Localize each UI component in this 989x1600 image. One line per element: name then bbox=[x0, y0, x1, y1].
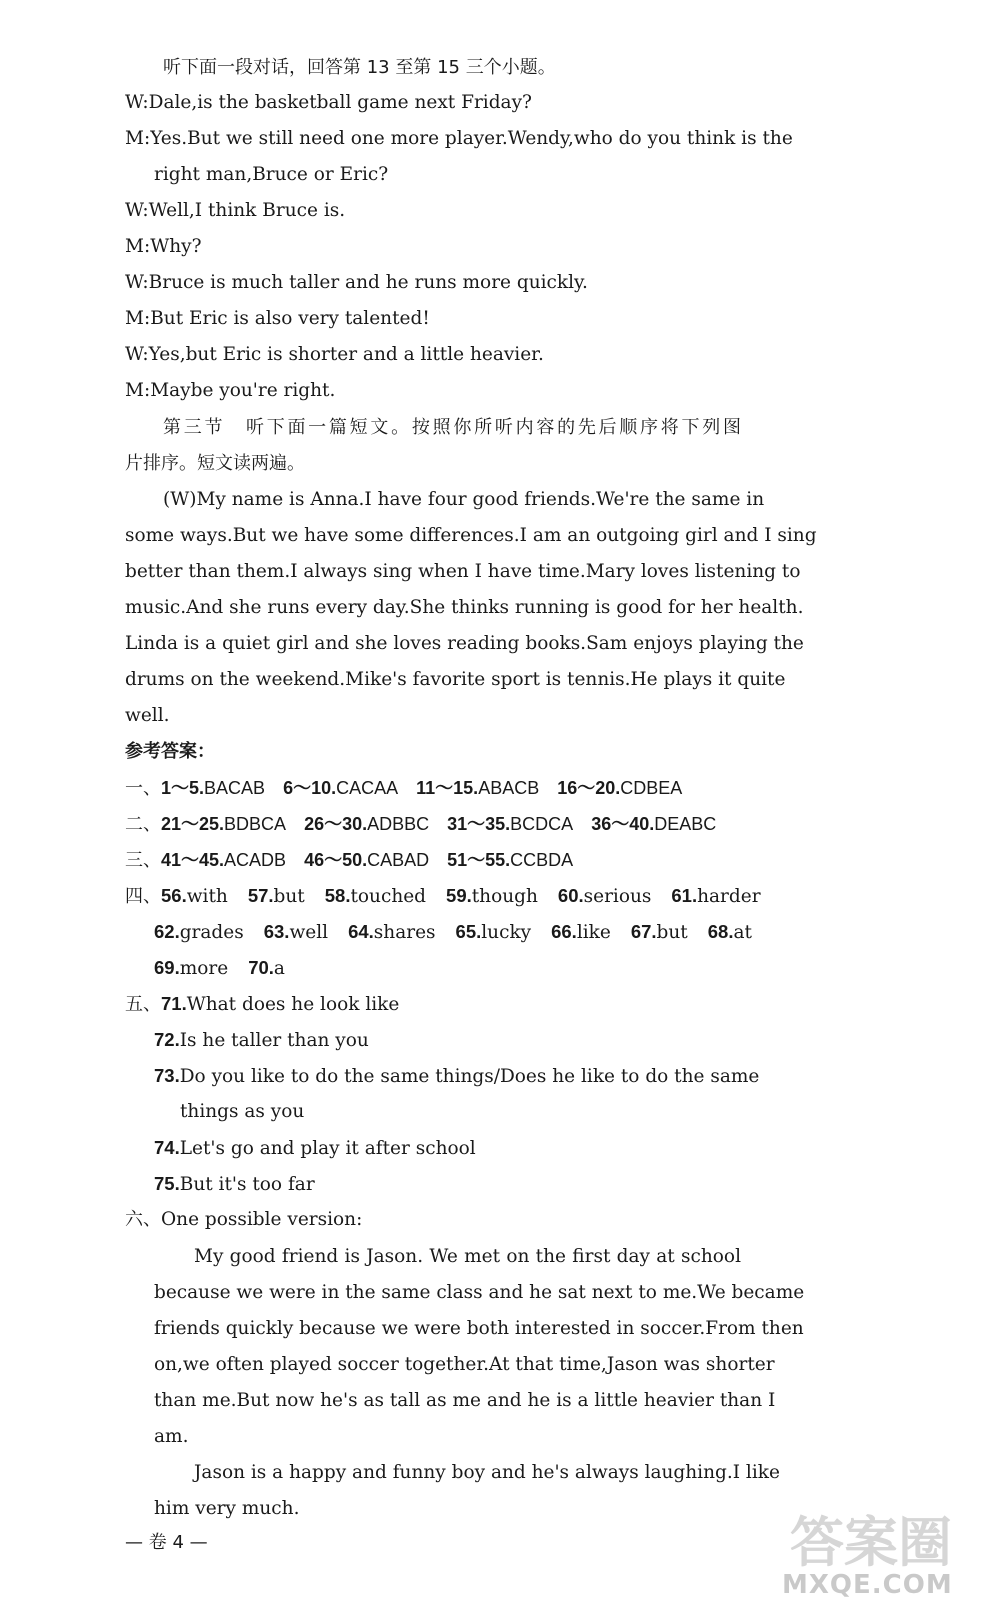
section-intro: 听下面一段对话，回答第 13 至第 15 三个小题。 bbox=[163, 57, 556, 78]
answers-part3: 三、41～45.ACADB 46～50.CABAD 51～55.CCBDA bbox=[125, 850, 574, 871]
answers-part5-item: 五、71.What does he look like bbox=[125, 993, 400, 1015]
answers-part2: 二、21～25.BDBCA 26～30.ADBBC 31～35.BCDCA 36～40.DEABC bbox=[125, 814, 717, 835]
passage-line: music.And she runs every day.She thinks running is good for her health. bbox=[125, 597, 804, 618]
answers-part1: 一、1～5.BACAB 6～10.CACAA 11～15.ABACB 16～20.CDBEA bbox=[125, 778, 683, 799]
answers-part4-row: 69.more 70.a bbox=[154, 957, 285, 979]
answers-part6-intro: 六、One possible version: bbox=[125, 1209, 363, 1230]
essay-line: on,we often played soccer together.At that time,Jason was shorter bbox=[154, 1354, 775, 1375]
dialogue-line: W:Dale,is the basketball game next Friday? bbox=[125, 92, 532, 113]
passage-line: well. bbox=[125, 705, 170, 726]
watermark-logo: 答案圈 bbox=[790, 1511, 952, 1574]
passage-line: (W)My name is Anna.I have four good friends.We're the same in bbox=[163, 489, 765, 510]
essay-line: because we were in the same class and he sat next to me.We became bbox=[154, 1282, 805, 1303]
passage-line: drums on the weekend.Mike's favorite sport is tennis.He plays it quite bbox=[125, 669, 786, 690]
passage-line: some ways.But we have some differences.I am an outgoing girl and I sing bbox=[125, 525, 817, 546]
essay-line: My good friend is Jason. We met on the first day at school bbox=[194, 1246, 741, 1267]
answers-part5-item: 75.But it's too far bbox=[154, 1173, 315, 1195]
answers-part4-row: 四、56.with 57.but 58.touched 59.though 60.serious 61.harder bbox=[125, 885, 761, 907]
answers-part5-item: 72.Is he taller than you bbox=[154, 1029, 369, 1051]
essay-line: Jason is a happy and funny boy and he's always laughing.I like bbox=[194, 1462, 780, 1483]
section3-instruction: 第三节 听下面一篇短文。按照你所听内容的先后顺序将下列图 bbox=[163, 417, 741, 438]
dialogue-line: W:Bruce is much taller and he runs more quickly. bbox=[125, 272, 588, 293]
answers-part5-item: things as you bbox=[180, 1101, 305, 1122]
watermark-site: MXQE.COM bbox=[782, 1570, 953, 1600]
passage-line: better than them.I always sing when I have time.Mary loves listening to bbox=[125, 561, 801, 582]
dialogue-line: M:But Eric is also very talented! bbox=[125, 308, 430, 329]
answers-part4-row: 62.grades 63.well 64.shares 65.lucky 66.like 67.but 68.at bbox=[154, 921, 752, 943]
essay-line: friends quickly because we were both interested in soccer.From then bbox=[154, 1318, 804, 1339]
dialogue-line: M:Yes.But we still need one more player.Wendy,who do you think is the bbox=[125, 128, 793, 149]
passage-line: Linda is a quiet girl and she loves reading books.Sam enjoys playing the bbox=[125, 633, 804, 654]
section3-instruction: 片排序。短文读两遍。 bbox=[125, 453, 305, 474]
essay-line: him very much. bbox=[154, 1498, 300, 1519]
watermark bbox=[760, 1500, 989, 1600]
dialogue-line: right man,Bruce or Eric? bbox=[154, 164, 389, 185]
page-footer: — 卷 4 — bbox=[125, 1532, 208, 1553]
dialogue-line: M:Maybe you're right. bbox=[125, 380, 336, 401]
dialogue-line: W:Yes,but Eric is shorter and a little heavier. bbox=[125, 344, 544, 365]
answers-part5-item: 73.Do you like to do the same things/Does he like to do the same bbox=[154, 1065, 760, 1087]
essay-line: than me.But now he's as tall as me and he is a little heavier than I bbox=[154, 1390, 776, 1411]
answers-part5-item: 74.Let's go and play it after school bbox=[154, 1137, 476, 1159]
answers-heading: 参考答案： bbox=[125, 741, 215, 762]
dialogue-line: M:Why? bbox=[125, 236, 202, 257]
essay-line: am. bbox=[154, 1426, 189, 1447]
dialogue-line: W:Well,I think Bruce is. bbox=[125, 200, 346, 221]
